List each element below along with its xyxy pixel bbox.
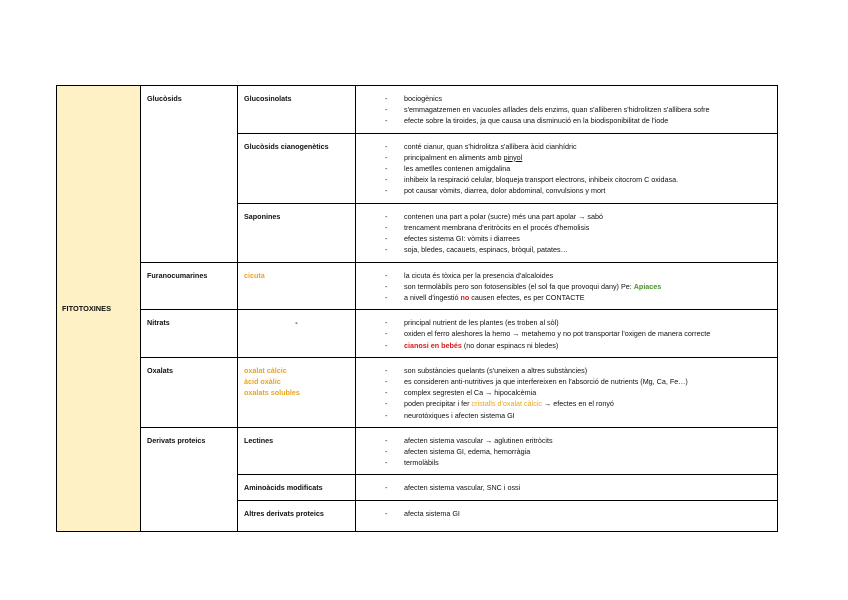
sub-acid-oxalic: àcid oxàlic	[244, 377, 281, 387]
desc-saponines	[356, 203, 778, 262]
sub-aminoacids: Aminoàcids modificats	[238, 475, 356, 500]
desc-altres	[356, 500, 778, 531]
text: → efectes en el ronyó	[542, 399, 614, 409]
list-item: - complex segresten el Ca → hipocalcèmia	[362, 387, 771, 398]
sub-cicuta: cicuta	[238, 262, 356, 310]
row-glucosinolats	[57, 86, 778, 134]
list-item: - inhibeix la respiració celular, bloqueja transport electrons, inhibeix citocrom C oxidasa.	[362, 174, 771, 185]
category-oxalats: Oxalats	[141, 357, 238, 427]
list-item: - la cicuta és tòxica per la presencia d'alcaloides	[362, 270, 771, 281]
list-item: - conté cianur, quan s'hidrolitza s'allibera àcid cianhídric	[362, 141, 771, 152]
desc-oxalats	[356, 357, 778, 427]
desc-cianogenetics	[356, 133, 778, 203]
highlight-orange: cristalls d'oxalat càlcic	[471, 399, 543, 409]
sub-oxalat-calcic: oxalat càlcic	[244, 365, 287, 375]
row-furanocumarines	[57, 262, 778, 310]
desc-glucosinolats	[356, 86, 778, 134]
list-item: - oxiden el ferro aleshores la hemo → metahemo y no pot transportar l'oxigen de manera correcte	[362, 328, 771, 339]
category-derivats-proteics: Derivats proteics	[141, 427, 238, 531]
row-lectines	[57, 427, 778, 475]
text: causen efectes, es per CONTACTE	[469, 293, 585, 303]
category-glucosids: Glucòsids	[141, 86, 238, 263]
list-item: - termolàbils	[362, 457, 771, 468]
desc-furanocumarines	[356, 262, 778, 310]
list-item: - principal nutrient de les plantes (es troben al sòl)	[362, 317, 771, 328]
list-item: - es consideren anti-nutritives ja que interfereixen en l'absorció de nutrients (Mg, Ca, Fe…)	[362, 376, 771, 387]
list-item	[362, 152, 771, 163]
desc-nitrats	[356, 310, 778, 358]
list-item: - son substàncies quelants (s'uneixen a altres substàncies)	[362, 365, 771, 376]
sub-oxalats	[238, 357, 356, 427]
list-item	[362, 398, 771, 409]
desc-aminoacids	[356, 475, 778, 500]
list-item: - neurotòxiques i afecten sistema GI	[362, 410, 771, 421]
desc-lectines	[356, 427, 778, 475]
list-item	[362, 281, 771, 292]
sub-oxalats-solubles: oxalats solubles	[244, 388, 300, 398]
fitotoxines-table	[56, 85, 778, 532]
highlight-red: no	[460, 293, 470, 303]
list-item: - afecten sistema vascular, SNC i ossi	[362, 482, 771, 493]
sub-altres: Altres derivats proteics	[238, 500, 356, 531]
list-item: - afecten sistema vascular → aglutinen eritròcits	[362, 435, 771, 446]
category-furanocumarines: Furanocumarines	[141, 262, 238, 310]
list-item	[362, 340, 771, 351]
list-item: - les ametlles contenen amigdalina	[362, 163, 771, 174]
underlined-text: pinyol	[503, 152, 523, 162]
text: poden precipitar i fer	[404, 399, 472, 409]
list-item: - afecten sistema GI, edema, hemorràgia	[362, 446, 771, 457]
text: (no donar espinacs ni bledes)	[461, 340, 559, 350]
text: son termolàbils pero son fotosensibles (el sol fa que provoqui dany) Pe:	[404, 281, 634, 291]
highlight-green: Apiaces	[633, 281, 662, 291]
sub-lectines: Lectines	[238, 427, 356, 475]
list-item: - soja, bledes, cacauets, espinacs, bròquil, patates…	[362, 244, 771, 255]
list-item: - afecta sistema GI	[362, 508, 771, 519]
sub-cianogenetics: Glucòsids cianogenètics	[238, 133, 356, 203]
fitotoxines-cell: FITOTOXINES	[57, 86, 141, 532]
list-item: - s'emmagatzemen en vacuoles aïllades dels enzims, quan s'alliberen s'hidrolitzen s'allibera sofre	[362, 104, 771, 115]
list-item	[362, 292, 771, 303]
sub-saponines: Saponines	[238, 203, 356, 262]
row-oxalats	[57, 357, 778, 427]
sub-nitrats: -	[238, 310, 356, 358]
sub-glucosinolats: Glucosinolats	[238, 86, 356, 134]
category-nitrats: Nitrats	[141, 310, 238, 358]
list-item: - pot causar vòmits, diarrea, dolor abdominal, convulsions y mort	[362, 185, 771, 196]
list-item: - contenen una part a polar (sucre) més una part apolar → sabó	[362, 211, 771, 222]
highlight-red: cianosi en bebés	[404, 340, 462, 350]
list-item: - efecte sobre la tiroides, ja que causa una disminució en la biodisponibilitat de l'iode	[362, 115, 771, 126]
text: principalment en aliments amb	[404, 152, 504, 162]
list-item: - bociogènics	[362, 93, 771, 104]
text: a nivell d'ingestió	[404, 293, 461, 303]
list-item: - trencament membrana d'eritròcits en el procés d'hemolisis	[362, 222, 771, 233]
list-item: - efectes sistema GI: vòmits i diarrees	[362, 233, 771, 244]
row-nitrats	[57, 310, 778, 358]
